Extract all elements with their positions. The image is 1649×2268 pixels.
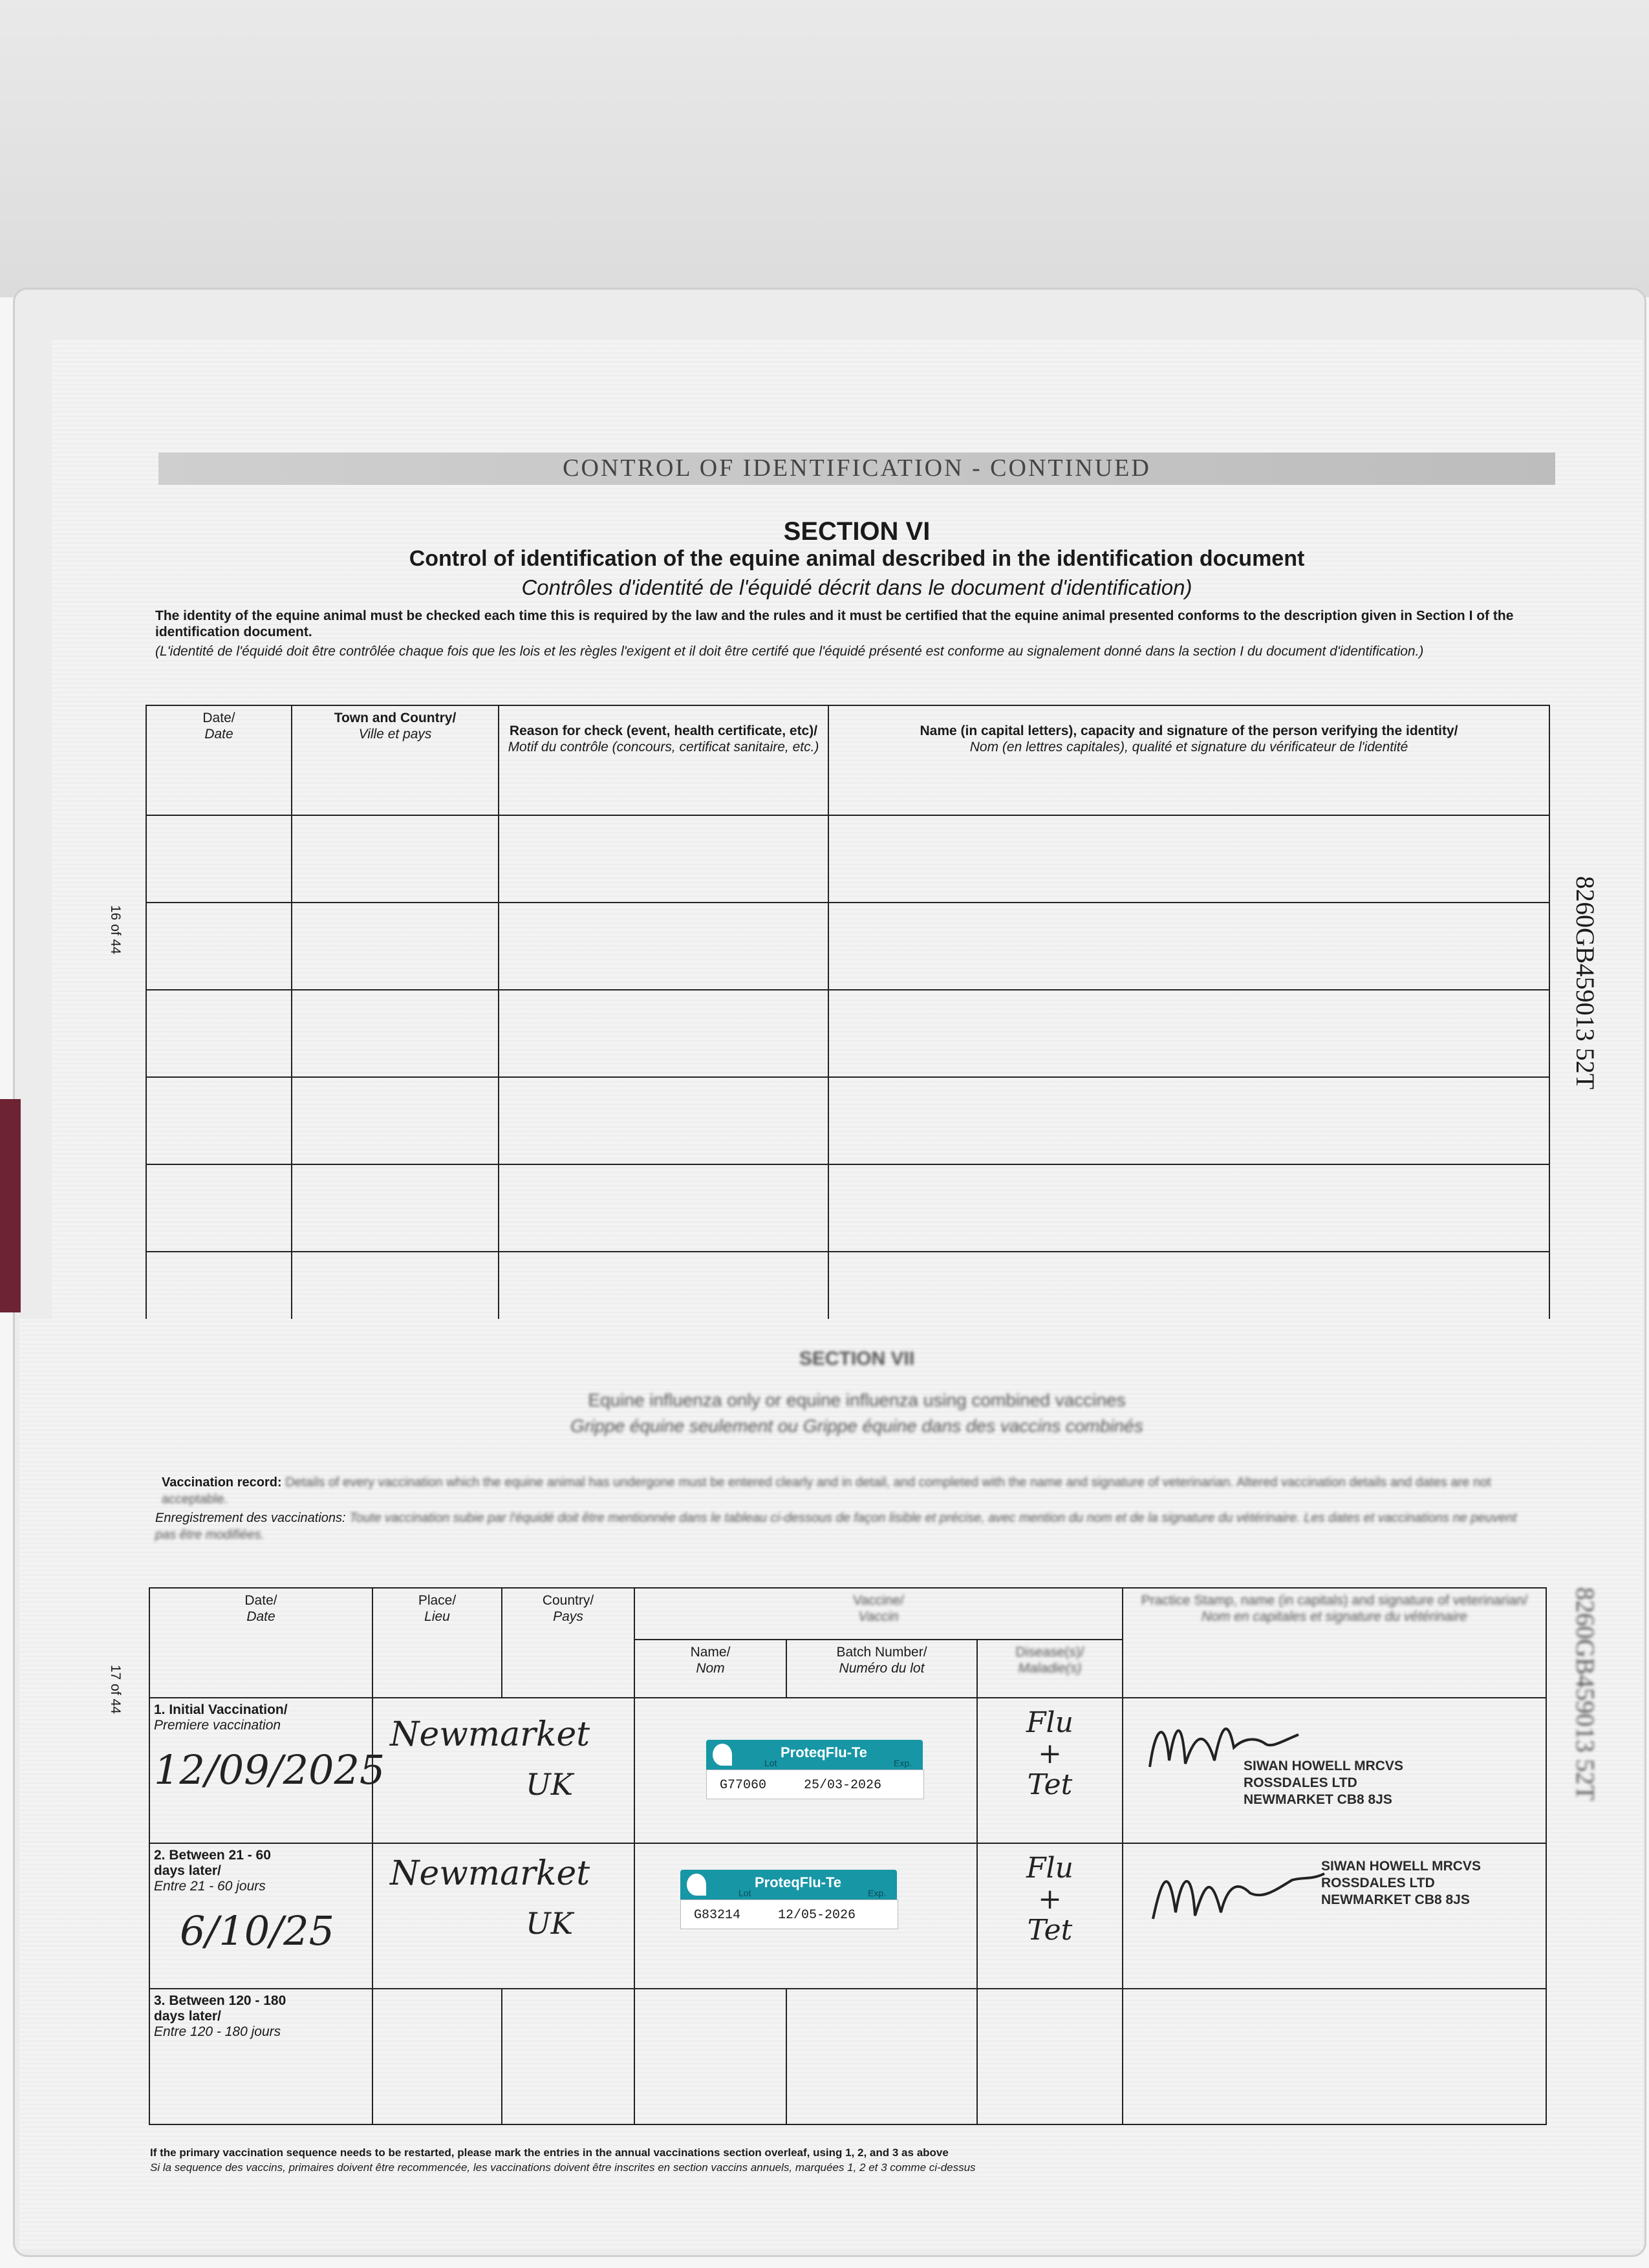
- expiry-date: 25/03-2026: [804, 1777, 882, 1793]
- passport-code-bottom: 8260GB459013 52T: [1571, 1587, 1600, 1801]
- vaccination-table: [149, 1587, 1547, 2125]
- batch-number: G77060: [720, 1777, 767, 1793]
- batch-number: G83214: [694, 1908, 741, 1923]
- table-row: [146, 903, 1549, 990]
- section-vii-title: SECTION VII: [799, 1348, 915, 1369]
- page-number-16: 16 of 44: [108, 905, 123, 954]
- vaccination-record-fr: Enregistrement des vaccinations: Toute vaccination subie par l'équidé doit être mentionnée dans le tableau ci-dessous de façon lisible et précise, avec mention du nom et de la signature du vétérinaire. Les dates et vaccinations ne peuvent pas être modifiées.: [155, 1511, 1517, 1542]
- date-header: Date/ Date: [146, 705, 292, 815]
- intro-text-fr: (L'identité de l'équidé doit être contrôlée chaque fois que les lois et les règles l'exigent et il doit être certifé que l'équidé présenté est conforme au signalement donné dans la section I du document d'identification.): [155, 644, 1424, 659]
- veterinarian-signature: [1147, 1854, 1328, 1932]
- table-header-row: [146, 705, 1549, 815]
- vaccination-row-2: [149, 1843, 1546, 1989]
- vaccine-logo-icon: [713, 1744, 732, 1766]
- row-label-cell: [149, 1698, 385, 1843]
- vet-stamp: SIWAN HOWELL MRCVS ROSSDALES LTD NEWMARKET CB8 8JS: [1321, 1859, 1481, 1907]
- table-row: [146, 1252, 1549, 1323]
- intro-text-en: The identity of the equine animal must be checked each time this is required by the law and the rules and it must be certified that the equine animal presented conforms to the description given in Section I of the identification document.: [155, 608, 1514, 639]
- disease-cell: Flu + Tet: [977, 1843, 1123, 1989]
- disease-cell: Flu + Tet: [977, 1698, 1123, 1843]
- vaccination-date: 12/09/2025: [154, 1746, 385, 1793]
- vaccination-date: 6/10/25: [180, 1907, 335, 1954]
- place-value: Newmarket: [390, 1715, 590, 1754]
- veterinarian-signature: [1143, 1709, 1311, 1780]
- country-value: UK: [526, 1906, 574, 1941]
- table-row: [146, 990, 1549, 1077]
- place-value: Newmarket: [390, 1854, 590, 1893]
- verifier-header: Name (in capital letters), capacity and signature of the person verifying the identity/ Nom (en lettres capitales), qualité et signature du vérificateur de l'identité: [828, 705, 1549, 815]
- passport-code-top: 8260GB459013 52T: [1571, 876, 1600, 1089]
- batch-number-header: Batch Number/ Numéro du lot: [786, 1640, 977, 1698]
- practice-stamp-cell: [1123, 1843, 1546, 1989]
- vaccine-logo-icon: [687, 1874, 706, 1896]
- vet-stamp: SIWAN HOWELL MRCVS ROSSDALES LTD NEWMARKET CB8 8JS: [1244, 1759, 1403, 1807]
- country-value: UK: [526, 1767, 574, 1802]
- table-row: [146, 1077, 1549, 1164]
- row-label-cell: [149, 1989, 372, 2124]
- vaccine-header: Vaccine/ Vaccin: [634, 1588, 1123, 1640]
- influenza-title-en: Equine influenza only or equine influenza using combined vaccines: [588, 1390, 1126, 1410]
- town-country-header: Town and Country/ Ville et pays: [292, 705, 499, 815]
- country-header: Country/ Pays: [502, 1588, 634, 1698]
- row-label-cell: [149, 1843, 372, 1989]
- row-label-fr: Premiere vaccination: [154, 1718, 281, 1733]
- place-country-cell: [372, 1698, 634, 1843]
- vaccine-name-header: Name/ Nom: [634, 1640, 786, 1698]
- row-label-en: 2. Between 21 - 60 days later/: [154, 1848, 271, 1878]
- vaccination-row-1: [149, 1698, 1546, 1843]
- vaccine-header-row: [149, 1588, 1546, 1640]
- date-header: Date/ Date: [149, 1588, 372, 1698]
- banner-title: CONTROL OF IDENTIFICATION - CONTINUED: [563, 455, 1151, 482]
- influenza-title-fr: Grippe équine seulement ou Grippe équine dans des vaccins combinés: [570, 1416, 1143, 1436]
- page-number-17: 17 of 44: [108, 1665, 123, 1714]
- vaccine-sticker: ProteqFlu-Te Lot Exp. G77060 25/03-2026: [706, 1740, 923, 1798]
- table-row: [146, 815, 1549, 903]
- section-vi-title: SECTION VI: [783, 517, 931, 546]
- place-header: Place/ Lieu: [372, 1588, 502, 1698]
- identity-check-table: [146, 705, 1550, 1323]
- vaccination-row-3: [149, 1989, 1546, 2124]
- practice-stamp-cell: [1123, 1698, 1546, 1843]
- control-title-fr: Contrôles d'identité de l'équidé décrit dans le document d'identification): [521, 575, 1192, 599]
- footer-note-fr: Si la sequence des vaccins, primaires doivent être recommencée, les vaccinations doivent être inscrites en section vaccins annuels, marquées 1, 2 et 3 comme ci-dessus: [150, 2161, 976, 2174]
- vaccine-label-cell: [634, 1843, 977, 1989]
- passport-cover-edge: [0, 1099, 21, 1312]
- control-title-en: Control of identification of the equine animal described in the identification document: [409, 546, 1305, 571]
- footer-note-en: If the primary vaccination sequence needs to be restarted, please mark the entries in the annual vaccinations section overleaf, using 1, 2, and 3 as above: [150, 2146, 949, 2159]
- row-label-fr: Entre 21 - 60 jours: [154, 1879, 266, 1894]
- vaccine-brand: ProteqFlu-Te: [781, 1744, 868, 1760]
- vaccine-sticker: ProteqFlu-Te Lot Exp. G83214 12/05-2026: [680, 1870, 897, 1928]
- expiry-date: 12/05-2026: [778, 1908, 856, 1923]
- vaccine-brand: ProteqFlu-Te: [755, 1874, 842, 1890]
- scanner-background: [0, 0, 1649, 297]
- reason-header: Reason for check (event, health certificate, etc)/ Motif du contrôle (concours, certificat sanitaire, etc.): [499, 705, 828, 815]
- row-label-en: 3. Between 120 - 180 days later/: [154, 1993, 286, 2024]
- table-row: [146, 1164, 1549, 1252]
- row-label-en: 1. Initial Vaccination/: [154, 1702, 288, 1717]
- disease-header: Disease(s)/ Maladie(s): [977, 1640, 1123, 1698]
- practice-stamp-header: Practice Stamp, name (in capitals) and signature of veterinarian/ Nom en capitales et signature du vétérinaire: [1123, 1588, 1546, 1698]
- vaccination-record-en: Vaccination record: Details of every vaccination which the equine animal has undergone must be entered clearly and in detail, and completed with the name and signature of veterinarian. Altered vaccination details and dates are not acceptable.: [162, 1475, 1491, 1506]
- place-country-cell: [372, 1843, 634, 1989]
- row-label-fr: Entre 120 - 180 jours: [154, 2024, 281, 2039]
- section-banner: [158, 453, 1555, 485]
- vaccine-label-cell: [634, 1698, 977, 1843]
